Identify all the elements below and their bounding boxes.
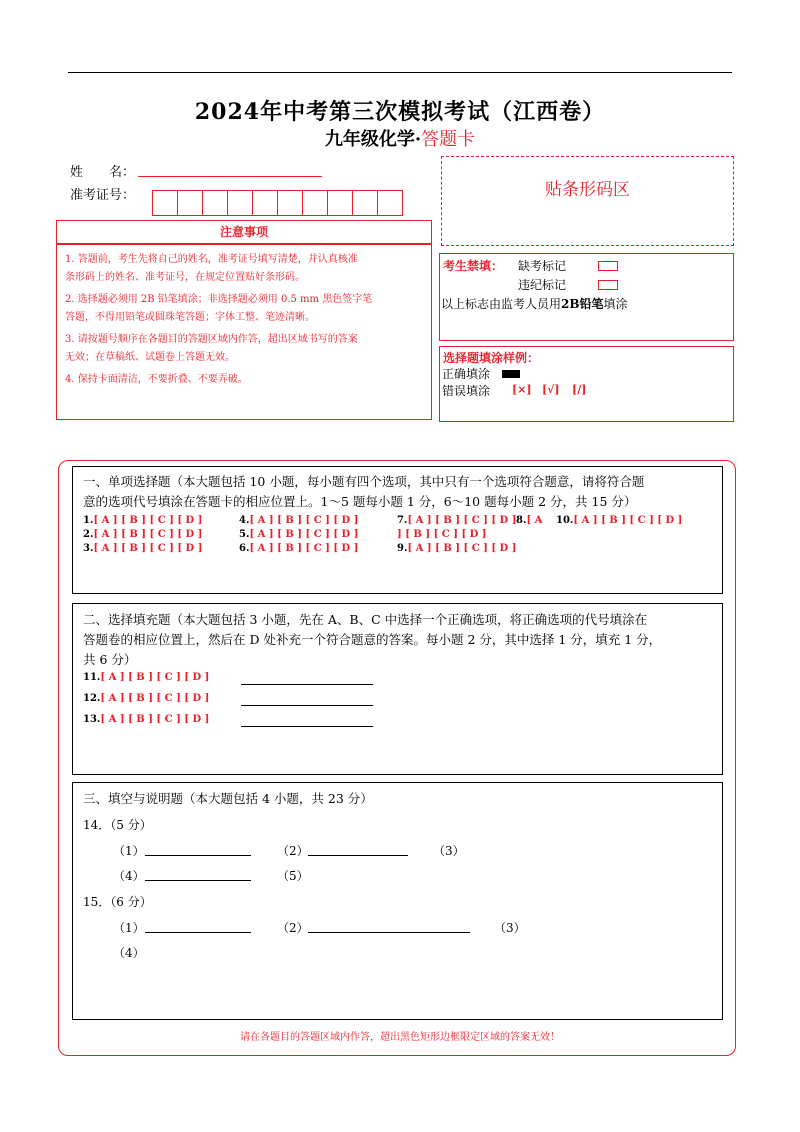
- notice-line: 1. 答题前，考生先将自己的姓名，准考证号填写清楚，并认真核准: [65, 254, 358, 265]
- q15-part-label: （4）: [113, 946, 145, 960]
- name-field[interactable]: [138, 176, 322, 177]
- id-digit-box[interactable]: [252, 190, 278, 216]
- id-digit-box[interactable]: [327, 190, 353, 216]
- filled-sample-mark: [502, 370, 520, 378]
- notice-heading: 注意事项: [56, 220, 432, 244]
- sample-box: [439, 346, 734, 422]
- section-1-box: [72, 466, 723, 594]
- subtitle-subject: 九年级化学·: [324, 129, 422, 150]
- page-title: 2024年中考第三次模拟考试（江西卷）: [194, 99, 606, 125]
- q-num: 9.: [397, 543, 408, 554]
- barcode-area: [441, 156, 734, 246]
- correct-label: 正确填涂: [442, 367, 491, 381]
- violation-mark-box[interactable]: [598, 280, 618, 290]
- bubble-group[interactable]: [ A: [526, 515, 543, 526]
- notice-box: [56, 244, 432, 420]
- top-rule: [68, 72, 732, 73]
- subtitle-answer-card: 答题卡: [421, 129, 476, 150]
- exam-id-label: 准考证号：: [70, 188, 136, 203]
- q14-part-label: （3）: [433, 844, 465, 858]
- sample-label: 选择题填涂样例：: [443, 351, 540, 365]
- forbidden-label: 考生禁填：: [443, 259, 504, 273]
- notice-line: 无效；在草稿纸、试题卷上答题无效。: [65, 352, 235, 363]
- notice-line: 2. 选择题必须用 2B 铅笔填涂；非选择题必须用 0.5 mm 黑色签字笔: [65, 294, 373, 305]
- q7-options[interactable]: [397, 515, 516, 526]
- bubble-group[interactable]: [ A ] [ B ] [ C ] [ D ]: [573, 515, 683, 526]
- q-num: 12.: [83, 693, 101, 704]
- violation-label: 违纪标记: [518, 278, 567, 292]
- id-digit-box[interactable]: [377, 190, 403, 216]
- q-num: 8.: [516, 515, 527, 526]
- q14-part-label: （1）: [113, 844, 145, 858]
- forbidden-box: [439, 253, 734, 341]
- q5-options[interactable]: [239, 529, 358, 540]
- q-num: 10.: [556, 515, 574, 526]
- q13-fill-line[interactable]: [241, 726, 373, 727]
- q13-options[interactable]: [83, 714, 209, 725]
- section-2-box: [72, 603, 723, 775]
- id-digit-box[interactable]: [177, 190, 203, 216]
- bubble-group[interactable]: [ A ] [ B ] [ C ] [ D ]: [93, 529, 203, 540]
- q14-part-label: （4）: [113, 869, 145, 883]
- section-2-desc: 答题卷的相应位置上，然后在 D 处补充一个符合题意的答案。每小题 2 分，其中选择 1 分，填充 1 分，: [83, 632, 662, 647]
- note-bold: 2B铅笔: [561, 297, 604, 311]
- q14-blank-2[interactable]: [308, 855, 408, 856]
- q12-fill-line[interactable]: [241, 705, 373, 706]
- wrong-label: 错误填涂: [442, 384, 491, 398]
- bubble-group[interactable]: [ A ] [ B ] [ C ] [ D ]: [100, 714, 210, 725]
- bubble-group[interactable]: [ A ] [ B ] [ C ] [ D ]: [407, 515, 517, 526]
- bubble-group[interactable]: [ A ] [ B ] [ C ] [ D ]: [93, 543, 203, 554]
- section-1-desc: 意的选项代号填涂在答题卡的相应位置上。1～5 题每小题 1 分，6～10 题每小题 2 分，共 15 分）: [83, 494, 637, 509]
- q-num: 1.: [83, 515, 94, 526]
- bubble-group[interactable]: ] [ B ] [ C ] [ D ]: [397, 529, 487, 540]
- q11-options[interactable]: [83, 672, 209, 683]
- q8-options[interactable]: [516, 515, 542, 526]
- q6-options[interactable]: [239, 543, 358, 554]
- bubble-group[interactable]: [ A ] [ B ] [ C ] [ D ]: [93, 515, 203, 526]
- q-num: 3.: [83, 543, 94, 554]
- q12-options[interactable]: [83, 693, 209, 704]
- q15-label: 15．（6 分）: [83, 895, 152, 909]
- name-label: 姓 名：: [70, 165, 136, 180]
- section-2-desc: 二、选择填充题（本大题包括 3 小题，先在 A、B、C 中选择一个正确选项，将正确选项的代号填涂在: [83, 612, 648, 627]
- bubble-group[interactable]: [ A ] [ B ] [ C ] [ D ]: [407, 543, 517, 554]
- q14-part-label: （2）: [277, 844, 309, 858]
- page-subtitle: [0, 125, 800, 151]
- id-digit-box[interactable]: [227, 190, 253, 216]
- q1-options[interactable]: [83, 515, 202, 526]
- exam-id-boxes[interactable]: [153, 190, 403, 216]
- q2-options[interactable]: [83, 529, 202, 540]
- notice-line: 条形码上的姓名、准考证号，在规定位置贴好条形码。: [65, 272, 305, 283]
- q15-blank-2[interactable]: [308, 932, 470, 933]
- notice-line: 4. 保持卡面清洁，不要折叠、不要弄破。: [65, 374, 248, 385]
- section-3-desc: 三、填空与说明题（本大题包括 4 小题，共 23 分）: [83, 791, 373, 806]
- section-3-box: [72, 782, 723, 1020]
- id-digit-box[interactable]: [302, 190, 328, 216]
- id-digit-box[interactable]: [202, 190, 228, 216]
- q14-blank-1[interactable]: [145, 855, 251, 856]
- forbidden-note: [441, 295, 628, 312]
- q9-options[interactable]: [397, 543, 516, 554]
- q-num: 5.: [239, 529, 250, 540]
- wrong-mark-x: [×]: [512, 383, 532, 396]
- bubble-group[interactable]: [ A ] [ B ] [ C ] [ D ]: [249, 515, 359, 526]
- q-num: 2.: [83, 529, 94, 540]
- bubble-group[interactable]: [ A ] [ B ] [ C ] [ D ]: [249, 529, 359, 540]
- q3-options[interactable]: [83, 543, 202, 554]
- q14-label: 14．（5 分）: [83, 818, 152, 832]
- bubble-group[interactable]: [ A ] [ B ] [ C ] [ D ]: [100, 672, 210, 683]
- q11-fill-line[interactable]: [241, 684, 373, 685]
- bubble-group[interactable]: [ A ] [ B ] [ C ] [ D ]: [100, 693, 210, 704]
- q15-part-label: （3）: [494, 921, 526, 935]
- section-2-desc: 共 6 分）: [83, 652, 137, 667]
- id-digit-box[interactable]: [352, 190, 378, 216]
- q-num: 13.: [83, 714, 101, 725]
- q-num: 4.: [239, 515, 250, 526]
- barcode-label: 贴条形码区: [545, 180, 630, 200]
- wrong-mark-slash: [/]: [572, 383, 587, 396]
- absent-label: 缺考标记: [518, 259, 567, 273]
- note-text: 填涂: [603, 297, 628, 311]
- section-1-desc: 一、单项选择题（本大题包括 10 小题，每小题有四个选项，其中只有一个选项符合题意，请将符合题: [83, 474, 645, 489]
- absent-mark-box[interactable]: [598, 261, 618, 271]
- q15-part-label: （2）: [277, 921, 309, 935]
- q-num: 7.: [397, 515, 408, 526]
- notice-line: 3. 请按题号顺序在各题目的答题区域内作答，超出区域书写的答案: [65, 334, 358, 345]
- q15-part-label: （1）: [113, 921, 145, 935]
- wrong-mark-check: [√]: [542, 383, 560, 396]
- q14-part-label: （5）: [277, 869, 309, 883]
- q10-options[interactable]: [556, 515, 682, 526]
- id-digit-box[interactable]: [152, 190, 178, 216]
- q15-blank-1[interactable]: [145, 932, 251, 933]
- note-text: 以上标志由监考人员用: [441, 297, 562, 311]
- q4-options[interactable]: [239, 515, 358, 526]
- q14-blank-4[interactable]: [145, 880, 251, 881]
- id-digit-box[interactable]: [277, 190, 303, 216]
- q8-options-cont[interactable]: [397, 529, 487, 540]
- q-num: 6.: [239, 543, 250, 554]
- notice-line: 答题，不得用铅笔或圆珠笔答题；字体工整、笔迹清晰。: [65, 312, 315, 323]
- footer-warning: 请在各题目的答题区域内作答，超出黑色矩形边框限定区域的答案无效！: [240, 1032, 560, 1043]
- bubble-group[interactable]: [ A ] [ B ] [ C ] [ D ]: [249, 543, 359, 554]
- q-num: 11.: [83, 672, 101, 683]
